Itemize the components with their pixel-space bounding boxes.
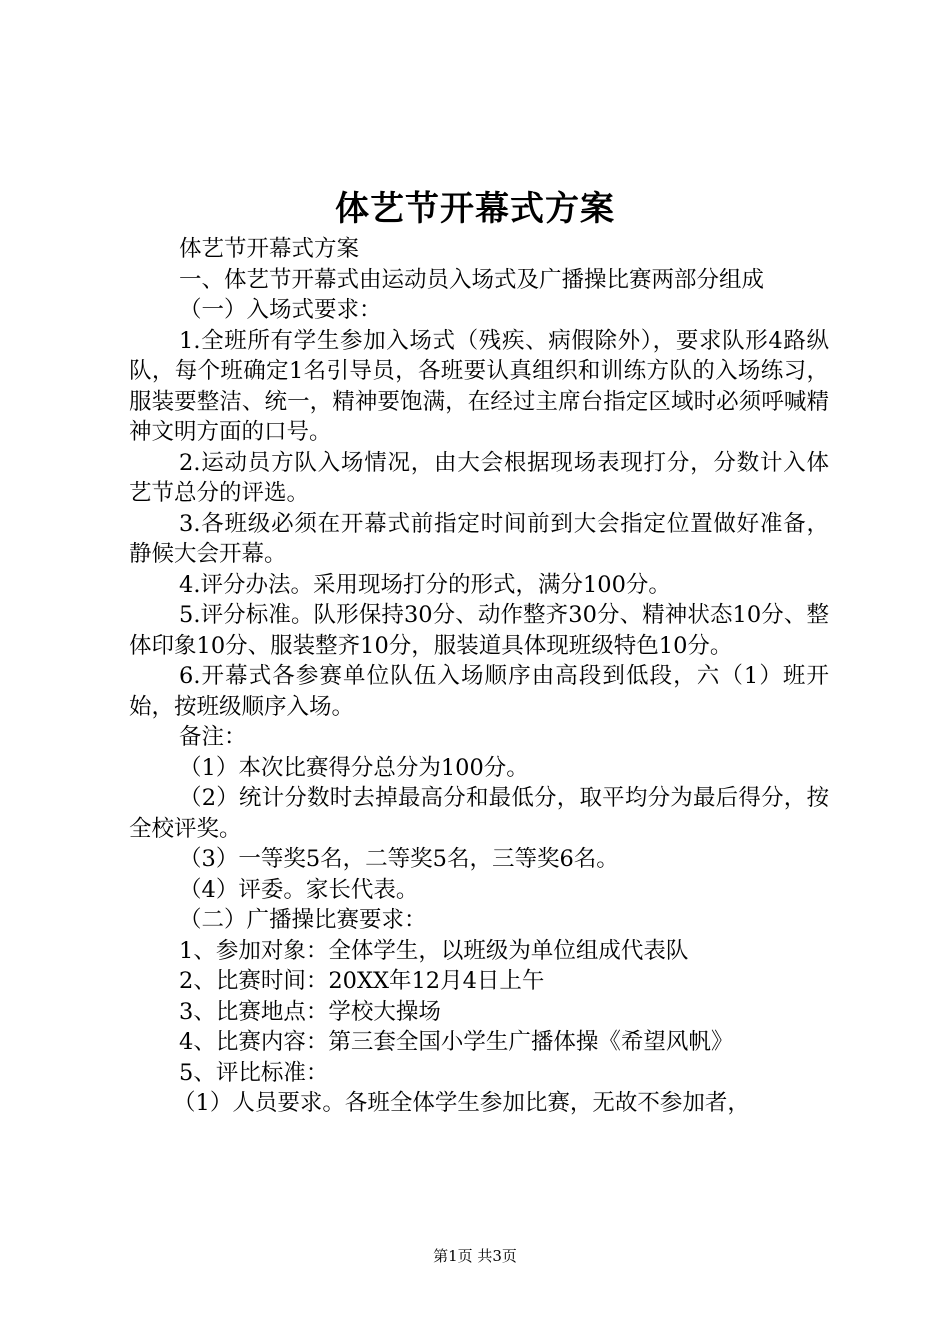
paragraph-remark-2: （2）统计分数时去掉最高分和最低分，取平均分为最后得分，按全校评奖。 [129,785,829,842]
paragraph-remark-3: （3）一等奖5名，二等奖5名，三等奖6名。 [179,846,619,872]
paragraph-exercise-item-3: 3、比赛地点：学校大操场 [179,998,441,1025]
document-title: 体艺节开幕式方案 [335,189,615,229]
paragraph-exercise-item-2: 2、比赛时间：20XX年12月4日上午 [179,968,545,994]
paragraph-exercise-item-1: 1、参加对象：全体学生，以班级为单位组成代表队 [179,937,689,964]
paragraph-exercise-item-5: 5、评比标准： [179,1059,329,1086]
page-footer: 第1页 共3页 [433,1247,517,1265]
paragraph-item-6: 6.开幕式各参赛单位队伍入场顺序由高段到低段，六（1）班开始，按班级顺序入场。 [129,663,829,720]
document-body [129,234,829,1119]
paragraph-section-one: 一、体艺节开幕式由运动员入场式及广播操比赛两部分组成 [179,266,765,293]
paragraph-item-3: 3.各班级必须在开幕式前指定时间前到大会指定位置做好准备，静候大会开幕。 [129,510,829,567]
paragraph-item-4: 4.评分办法。采用现场打分的形式，满分100分。 [179,571,671,598]
paragraph-item-2: 2.运动员方队入场情况，由大会根据现场表现打分，分数计入体艺节总分的评选。 [129,449,829,506]
paragraph-remark-1: （1）本次比赛得分总分为100分。 [179,754,529,781]
paragraph-item-5: 5.评分标准。队形保持30分、动作整齐30分、精神状态10分、整体印象10分、服装整齐10分，服装道具体现班级特色10分。 [129,602,829,659]
paragraph-exercise-criteria-1: （1）人员要求。各班全体学生参加比赛，无故不参加者， [173,1090,750,1116]
paragraph-remarks-heading: 备注： [179,724,247,750]
paragraph-exercise-requirements: （二）广播操比赛要求： [179,907,427,933]
paragraph-exercise-item-4: 4、比赛内容：第三套全国小学生广播体操《希望风帆》 [179,1029,734,1055]
paragraph-remark-4: （4）评委。家长代表。 [179,876,419,903]
paragraph-entrance-requirements: （一）入场式要求： [179,297,382,323]
paragraph-item-1: 1.全班所有学生参加入场式（残疾、病假除外），要求队形4路纵队，每个班确定1名引导员，各班要认真组织和训练方队的入场练习，服装要整洁、统一，精神要饱满，在经过主席台指定区域时必须呼喊精神文明方面的口号。 [129,327,829,445]
paragraph-heading-repeat: 体艺节开幕式方案 [179,236,360,262]
